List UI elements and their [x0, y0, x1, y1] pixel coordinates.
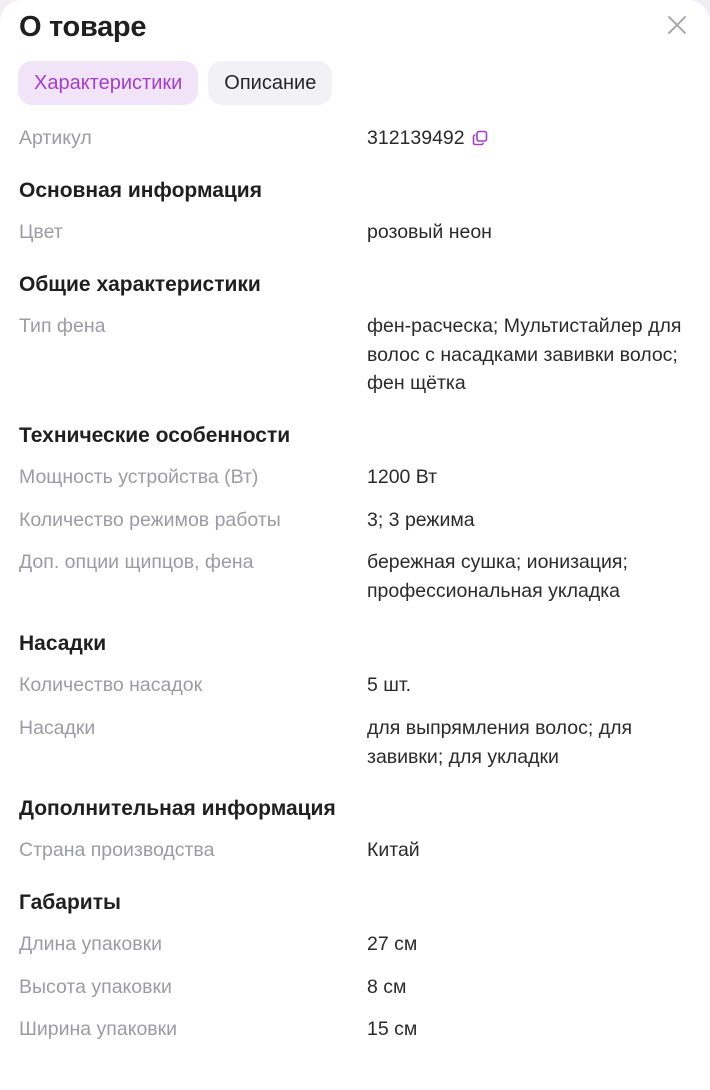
- spec-label: Количество насадок: [19, 674, 203, 696]
- spec-value: 3; 3 режима: [367, 509, 475, 531]
- spec-value: 1200 Вт: [367, 466, 438, 488]
- spec-row: [19, 218, 691, 247]
- spec-label: Ширина упаковки: [19, 1018, 178, 1040]
- section-title-general: Общие характеристики: [19, 273, 261, 296]
- spec-row: [19, 463, 691, 492]
- spec-label: Тип фена: [19, 315, 106, 337]
- modal-title: О товаре: [19, 11, 147, 43]
- spec-value: фен-расческа; Мультистайлер для волос с насадками завивки волос; фен щётка: [367, 315, 682, 394]
- spec-value: 15 см: [367, 1018, 418, 1040]
- tab-description[interactable]: Описание: [208, 61, 332, 105]
- spec-row: [19, 506, 691, 535]
- spec-value: Китай: [367, 839, 420, 861]
- spec-label: Цвет: [19, 221, 63, 243]
- tab-bar: [18, 61, 332, 105]
- article-label: Артикул: [19, 127, 92, 149]
- spec-value: для выпрямления волос; для завивки; для укладки: [367, 717, 633, 768]
- close-icon[interactable]: [664, 12, 690, 38]
- spec-row: [19, 312, 691, 398]
- spec-value: 27 см: [367, 933, 418, 955]
- spec-label: Длина упаковки: [19, 933, 163, 955]
- spec-label: Мощность устройства (Вт): [19, 466, 259, 488]
- section-title-basic: Основная информация: [19, 179, 262, 202]
- article-value[interactable]: 312139492: [367, 127, 465, 149]
- spec-label: Доп. опции щипцов, фена: [19, 551, 254, 573]
- spec-label: Высота упаковки: [19, 976, 172, 998]
- spec-label: Насадки: [19, 717, 96, 739]
- article-value-group: [367, 124, 687, 153]
- spec-row: [19, 836, 691, 865]
- spec-row: [19, 714, 691, 771]
- spec-value: 5 шт.: [367, 674, 412, 696]
- spec-row: [19, 1015, 691, 1044]
- copy-icon[interactable]: [472, 130, 488, 146]
- section-title-technical: Технические особенности: [19, 424, 291, 447]
- spec-row: [19, 973, 691, 1002]
- spec-value: 8 см: [367, 976, 407, 998]
- section-title-dimensions: Габариты: [19, 891, 121, 914]
- spec-row: [19, 548, 691, 605]
- section-title-attachments: Насадки: [19, 632, 107, 655]
- spec-value: бережная сушка; ионизация; профессиональная укладка: [367, 551, 628, 602]
- spec-label: Страна производства: [19, 839, 215, 861]
- spec-row: [19, 930, 691, 959]
- spec-row: [19, 671, 691, 700]
- section-title-additional: Дополнительная информация: [19, 797, 336, 820]
- spec-value: розовый неон: [367, 221, 492, 243]
- article-row: [19, 124, 691, 153]
- spec-label: Количество режимов работы: [19, 509, 281, 531]
- tab-characteristics[interactable]: Характеристики: [18, 61, 198, 105]
